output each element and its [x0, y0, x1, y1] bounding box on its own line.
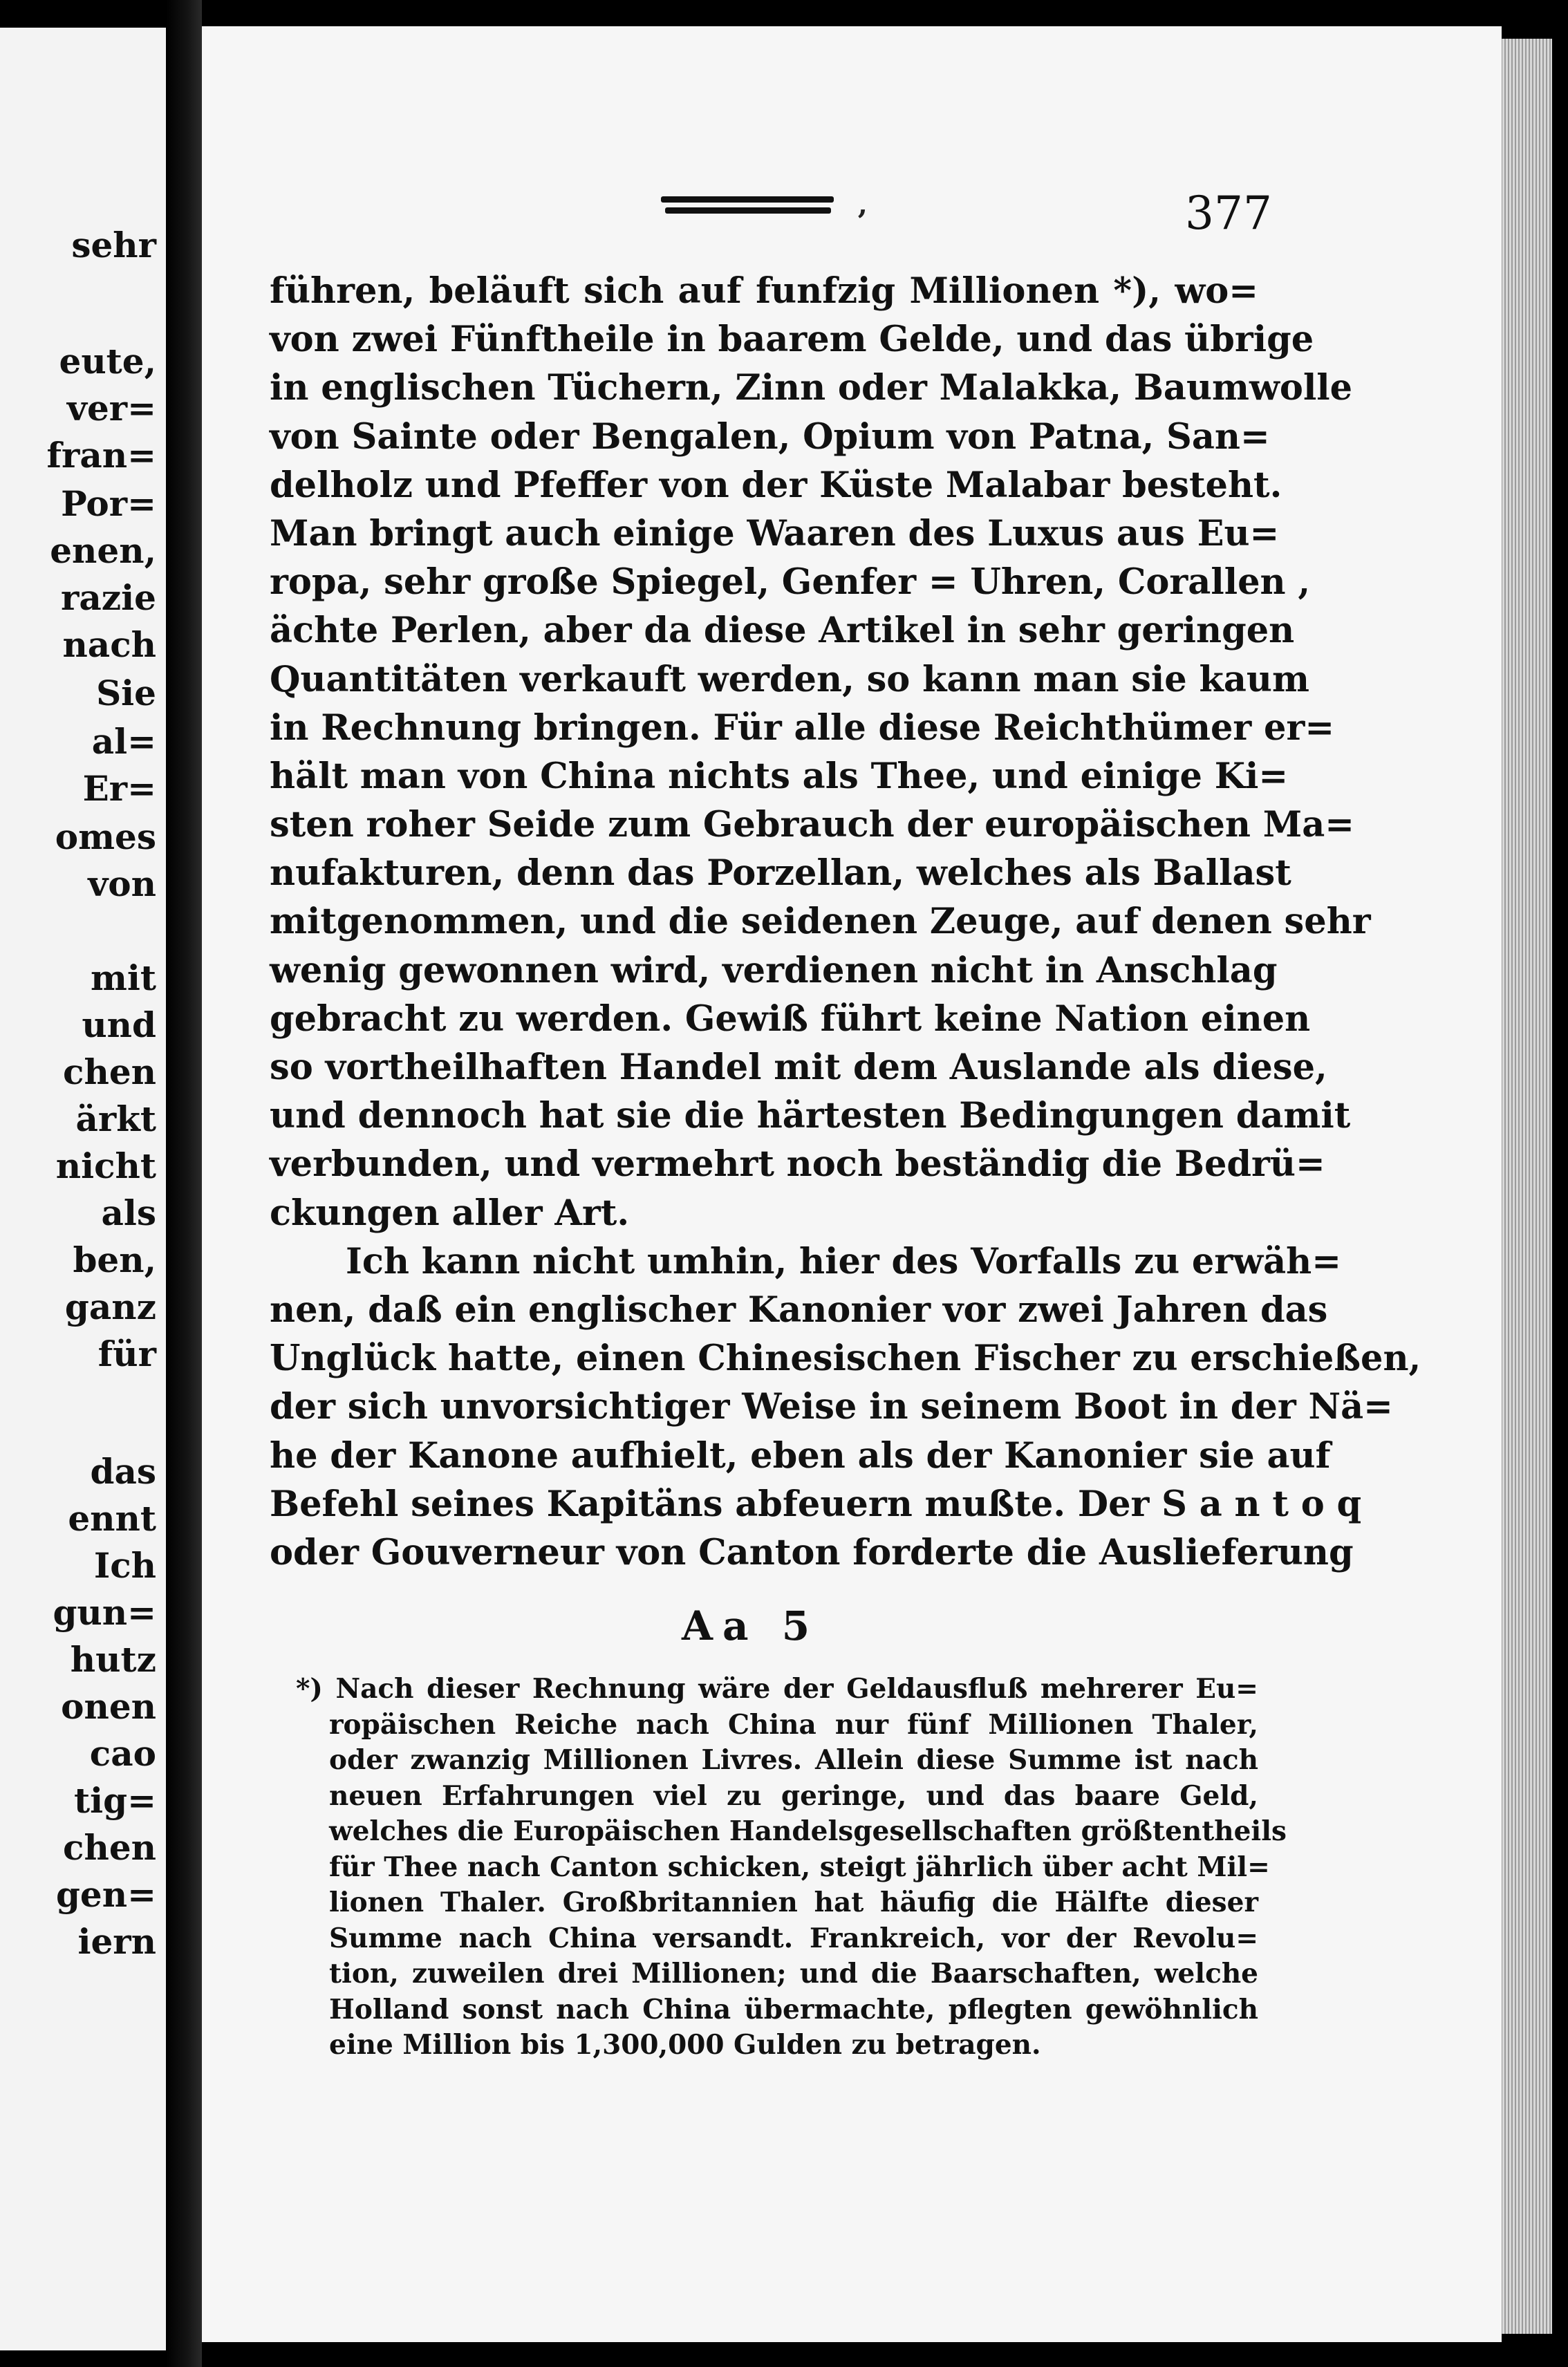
body-line: nen, daß ein englischer Kanonier vor zwei Jahren das [270, 1289, 1328, 1331]
body-line: von zwei Fünftheile in baarem Gelde, und das übrige [270, 319, 1314, 361]
facing-page-word: ver= [66, 388, 156, 429]
body-line: in englischen Tüchern, Zinn oder Malakka, Baumwolle [270, 367, 1353, 409]
facing-page-word: sehr [71, 225, 156, 265]
body-line: mitgenommen, und die seidenen Zeuge, auf denen sehr [270, 901, 1371, 943]
body-line: gebracht zu werden. Gewiß führt keine Nation einen [270, 998, 1311, 1040]
facing-page-word: Er= [82, 768, 156, 809]
facing-page-word: mit [91, 957, 156, 998]
footnote-line: oder zwanzig Millionen Livres. Allein diese Summe ist nach [329, 1744, 1258, 1776]
body-line: der sich unvorsichtiger Weise in seinem Boot in der Nä= [270, 1386, 1393, 1428]
footnote [296, 1672, 1287, 2064]
page-number: 377 [1185, 187, 1272, 240]
body-line: sten roher Seide zum Gebrauch der europäischen Ma= [270, 804, 1354, 846]
footnote-line: welches die Europäischen Handelsgesellschaften größtentheils [329, 1815, 1287, 1847]
facing-page-word: onen [61, 1686, 156, 1727]
book-gutter [166, 0, 202, 2367]
footnote-line: ropäischen Reiche nach China nur fünf Millionen Thaler, [329, 1708, 1258, 1741]
facing-page-word: das [90, 1451, 156, 1492]
footnote-line: eine Million bis 1,300,000 Gulden zu betragen. [329, 2029, 1041, 2061]
signature-mark: Aa 5 [682, 1602, 820, 1649]
body-text [270, 267, 1421, 1577]
facing-page-word: al= [91, 721, 156, 762]
facing-page-word: gun= [53, 1592, 156, 1633]
header-ornament [661, 191, 837, 218]
body-line: führen, beläuft sich auf funfzig Millionen *), wo= [270, 270, 1258, 312]
footnote-line: neuen Erfahrungen viel zu geringe, und das baare Geld, [329, 1779, 1258, 1812]
facing-page-word: Por= [61, 483, 156, 524]
body-line: in Rechnung bringen. Für alle diese Reichthümer er= [270, 707, 1335, 749]
facing-page-word: tig= [74, 1780, 156, 1821]
body-line: Unglück hatte, einen Chinesischen Fischer zu erschießen, [270, 1338, 1421, 1380]
body-line: von Sainte oder Bengalen, Opium von Patna, San= [270, 415, 1270, 458]
facing-page-fragment [0, 28, 166, 2350]
body-line: nufakturen, denn das Porzellan, welches als Ballast [270, 852, 1291, 895]
facing-page-word: nicht [55, 1145, 156, 1186]
footnote-line: tion, zuweilen drei Millionen; und die Baarschaften, welche [329, 1958, 1258, 1990]
facing-page-word: enen, [50, 530, 156, 571]
facing-page-word: gen= [55, 1874, 156, 1915]
facing-page-word: cao [89, 1733, 156, 1774]
body-line: Befehl seines Kapitäns abfeuern mußte. Der S a n t o q [270, 1483, 1362, 1525]
facing-page-word: ennt [68, 1498, 156, 1539]
body-line: Ich kann nicht umhin, hier des Vorfalls zu erwäh= [346, 1240, 1341, 1282]
header-mark: ‚ [857, 187, 868, 222]
body-line: ckungen aller Art. [270, 1192, 630, 1234]
facing-page-word: ben, [73, 1239, 156, 1280]
book-page [202, 26, 1502, 2342]
body-line: wenig gewonnen wird, verdienen nicht in Anschlag [270, 949, 1278, 991]
body-line: Quantitäten verkauft werden, so kann man sie kaum [270, 658, 1309, 700]
footnote-line: Summe nach China versandt. Frankreich, vor der Revolu= [329, 1922, 1258, 1954]
facing-page-word: fran= [46, 435, 156, 476]
facing-page-word: omes [55, 816, 156, 857]
footnote-line: *) Nach dieser Rechnung wäre der Geldausfluß mehrerer Eu= [296, 1673, 1258, 1705]
facing-page-word: chen [63, 1051, 156, 1092]
facing-page-word: ganz [64, 1287, 156, 1327]
body-line: hält man von China nichts als Thee, und einige Ki= [270, 755, 1289, 797]
facing-page-word: von [88, 863, 156, 904]
body-line: verbunden, und vermehrt noch beständig die Bedrü= [270, 1143, 1325, 1186]
facing-page-word: und [82, 1004, 156, 1045]
facing-page-word: razie [61, 577, 156, 618]
facing-page-word: ärkt [75, 1098, 156, 1139]
footnote-line: lionen Thaler. Großbritannien hat häufig die Hälfte dieser [329, 1887, 1258, 1918]
body-line: oder Gouverneur von Canton forderte die Auslieferung [270, 1531, 1354, 1573]
facing-page-word: iern [77, 1921, 156, 1962]
body-line: delholz und Pfeffer von der Küste Malabar besteht. [270, 464, 1282, 506]
facing-page-word: nach [62, 624, 156, 665]
facing-page-word: für [97, 1334, 156, 1374]
facing-page-word: als [101, 1192, 156, 1233]
body-line: und dennoch hat sie die härtesten Bedingungen damit [270, 1095, 1351, 1137]
body-line: ropa, sehr große Spiegel, Genfer = Uhren, Corallen , [270, 561, 1311, 604]
facing-page-word: chen [63, 1827, 156, 1868]
body-line: Man bringt auch einige Waaren des Luxus aus Eu= [270, 512, 1280, 554]
facing-page-word: eute, [59, 341, 156, 382]
body-line: he der Kanone aufhielt, eben als der Kanonier sie auf [270, 1434, 1331, 1477]
footnote-line: Holland sonst nach China übermachte, pflegten gewöhnlich [329, 1993, 1258, 2025]
body-line: ächte Perlen, aber da diese Artikel in sehr geringen [270, 610, 1295, 652]
facing-page-word: hutz [70, 1639, 156, 1680]
facing-page-word: Sie [96, 673, 156, 713]
facing-page-word: Ich [93, 1545, 156, 1586]
body-line: so vortheilhaften Handel mit dem Auslande als diese, [270, 1047, 1327, 1088]
footnote-line: für Thee nach Canton schicken, steigt jährlich über acht Mil= [329, 1851, 1270, 1883]
